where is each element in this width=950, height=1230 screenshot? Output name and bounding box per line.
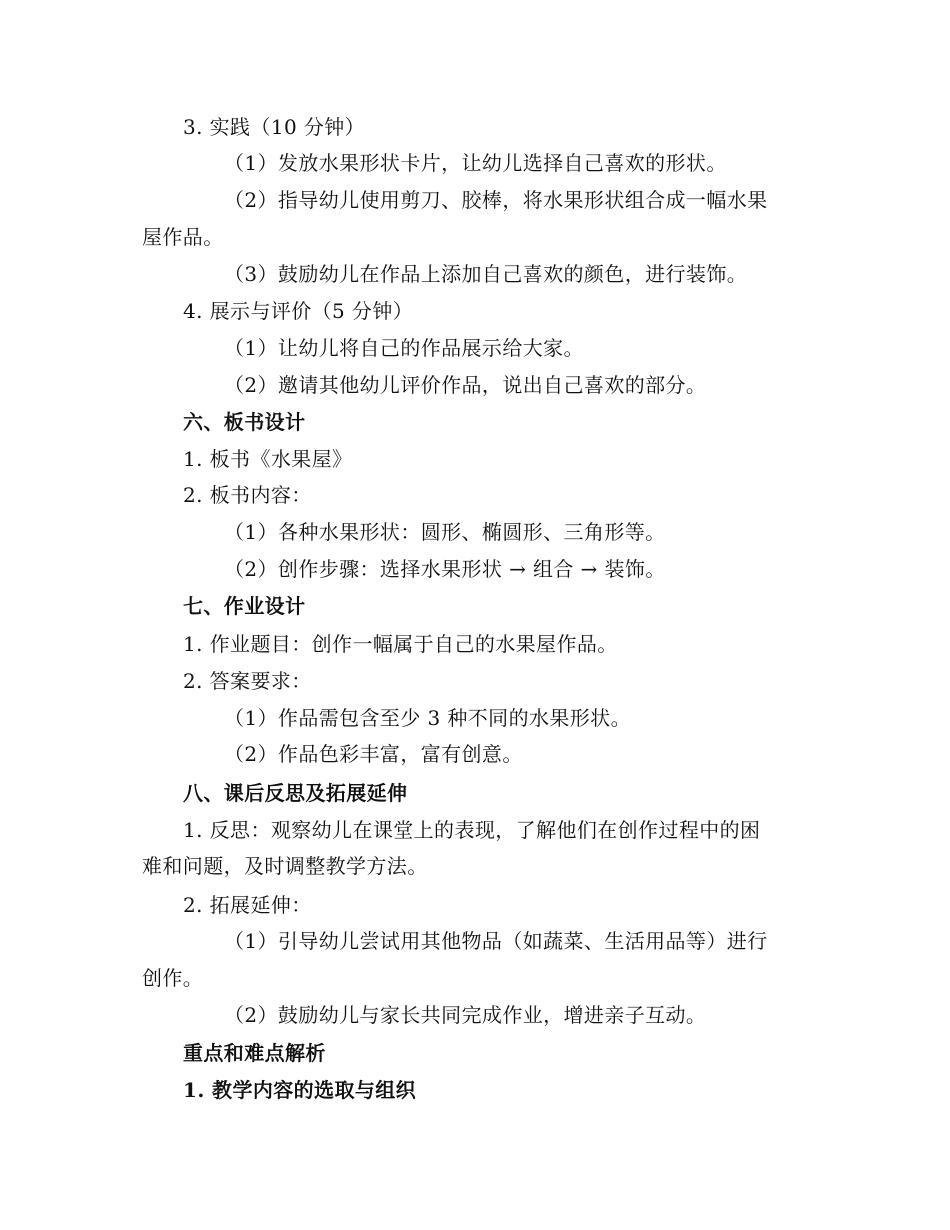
- section-8-sub-1-line-2: 创作。: [142, 966, 204, 990]
- showcase-item-2: （2）邀请其他幼儿评价作品，说出自己喜欢的部分。: [224, 373, 707, 397]
- section-6-sub-2: （2）创作步骤：选择水果形状 → 组合 → 装饰。: [224, 557, 666, 581]
- practice-item-1: （1）发放水果形状卡片，让幼儿选择自己喜欢的形状。: [224, 151, 727, 175]
- analysis-title: 重点和难点解析: [183, 1041, 326, 1065]
- showcase-heading: 4. 展示与评价（5 分钟）: [183, 299, 414, 323]
- section-8-item-1-line-2: 难和问题，及时调整教学方法。: [142, 854, 428, 878]
- section-8-title: 八、课后反思及拓展延伸: [183, 781, 408, 805]
- section-6-item-2: 2. 板书内容：: [183, 483, 312, 507]
- section-7-sub-2: （2）作品色彩丰富，富有创意。: [224, 742, 523, 766]
- section-8-item-2: 2. 拓展延伸：: [183, 893, 312, 917]
- section-6-title: 六、板书设计: [183, 410, 306, 434]
- section-8-sub-1-line-1: （1）引导幼儿尝试用其他物品（如蔬菜、生活用品等）进行: [224, 929, 768, 953]
- practice-item-3: （3）鼓励幼儿在作品上添加自己喜欢的颜色，进行装饰。: [224, 262, 748, 286]
- practice-item-2-line-2: 屋作品。: [142, 225, 224, 249]
- section-8-item-1-line-1: 1. 反思：观察幼儿在课堂上的表现，了解他们在创作过程中的困: [183, 818, 761, 842]
- section-7-item-2: 2. 答案要求：: [183, 669, 312, 693]
- section-8-sub-2: （2）鼓励幼儿与家长共同完成作业，增进亲子互动。: [224, 1003, 707, 1027]
- section-6-item-1: 1. 板书《水果屋》: [183, 447, 353, 471]
- analysis-subtitle: 1. 教学内容的选取与组织: [183, 1078, 417, 1102]
- practice-heading: 3. 实践（10 分钟）: [183, 115, 366, 139]
- section-7-sub-1: （1）作品需包含至少 3 种不同的水果形状。: [224, 706, 631, 730]
- section-6-sub-1: （1）各种水果形状：圆形、椭圆形、三角形等。: [224, 520, 666, 544]
- section-7-item-1: 1. 作业题目：创作一幅属于自己的水果屋作品。: [183, 632, 618, 656]
- practice-item-2-line-1: （2）指导幼儿使用剪刀、胶棒，将水果形状组合成一幅水果: [224, 188, 768, 212]
- section-7-title: 七、作业设计: [183, 594, 306, 618]
- showcase-item-1: （1）让幼儿将自己的作品展示给大家。: [224, 336, 584, 360]
